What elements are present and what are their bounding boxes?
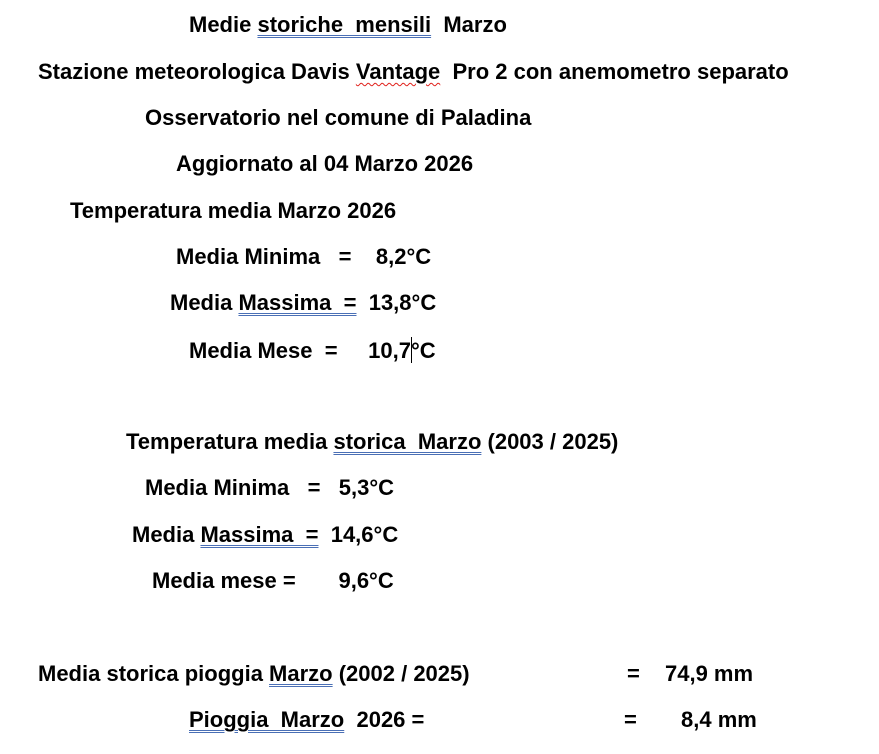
current-max-line: Media Massima = 13,8°C — [170, 290, 437, 315]
historical-rain-label: Media storica pioggia Marzo (2002 / 2025) — [38, 661, 470, 686]
updated-line: Aggiornato al 04 Marzo 2026 — [176, 151, 474, 176]
historical-heading: Temperatura media storica Marzo (2003 / 2025) — [126, 429, 619, 454]
historical-min-line: Media Minima = 5,3°C — [145, 475, 395, 500]
current-min-line: Media Minima = 8,2°C — [176, 244, 432, 269]
page-title: Medie storiche mensili Marzo — [189, 12, 507, 37]
observatory-line: Osservatorio nel comune di Paladina — [145, 105, 532, 130]
current-rain-equals: = — [624, 707, 637, 732]
current-month-heading: Temperatura media Marzo 2026 — [70, 198, 397, 223]
current-mean-line: Media Mese = 10,7°C — [189, 338, 436, 363]
historical-max-line: Media Massima = 14,6°C — [132, 522, 399, 547]
station-line: Stazione meteorologica Davis Vantage Pro 2 con anemometro separato — [38, 59, 789, 84]
historical-rain-value: 74,9 mm — [665, 661, 754, 686]
historical-mean-line: Media mese = 9,6°C — [152, 568, 394, 593]
current-rain-label: Pioggia Marzo 2026 = — [189, 707, 425, 732]
historical-rain-equals: = — [627, 661, 640, 686]
current-rain-value: 8,4 mm — [681, 707, 757, 732]
